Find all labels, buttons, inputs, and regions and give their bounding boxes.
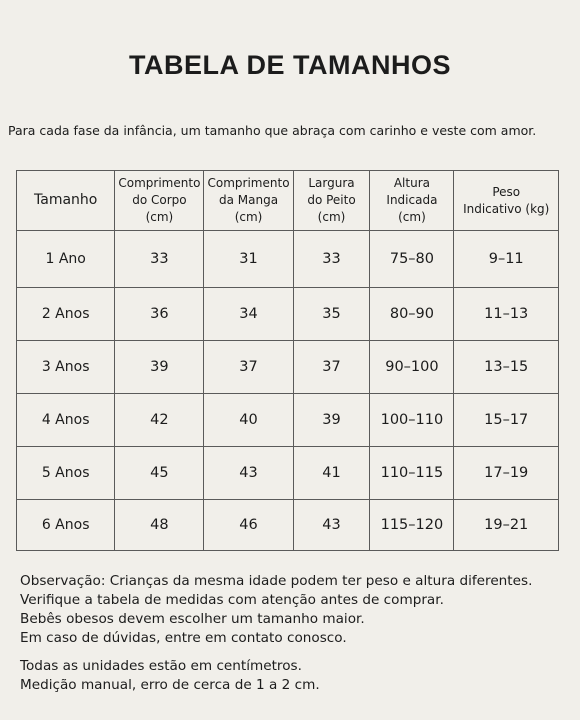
chest-width-cell: 33 [293,231,370,288]
table-row [17,341,559,394]
weight-cell: 13–15 [454,341,559,394]
sleeve-length-cell: 37 [204,341,293,394]
chest-width-cell: 35 [293,288,370,341]
header-comprimento-manga: Comprimento da Manga (cm) [204,171,293,231]
table-row [17,288,559,341]
header-altura-indicada: Altura Indicada (cm) [370,171,454,231]
height-cell: 110–115 [370,447,454,500]
weight-cell: 17–19 [454,447,559,500]
body-length-cell: 42 [115,394,204,447]
size-cell: 6 Anos [17,500,115,551]
size-cell: 5 Anos [17,447,115,500]
chest-width-cell: 39 [293,394,370,447]
body-length-cell: 45 [115,447,204,500]
header-largura-peito: Largura do Peito (cm) [293,171,370,231]
chest-width-cell: 41 [293,447,370,500]
body-length-cell: 39 [115,341,204,394]
page-title: TABELA DE TAMANHOS [129,50,451,80]
size-cell: 3 Anos [17,341,115,394]
height-cell: 90–100 [370,341,454,394]
notes-section [20,572,575,695]
page-subtitle: Para cada fase da infância, um tamanho que abraça com carinho e veste com amor. [8,123,537,138]
size-chart-table [16,170,559,551]
note-line: Em caso de dúvidas, entre em contato conosco. [20,630,347,646]
note-line: Medição manual, erro de cerca de 1 a 2 cm. [20,677,320,693]
height-cell: 75–80 [370,231,454,288]
weight-cell: 19–21 [454,500,559,551]
height-cell: 115–120 [370,500,454,551]
sleeve-length-cell: 34 [204,288,293,341]
sleeve-length-cell: 31 [204,231,293,288]
chest-width-cell: 37 [293,341,370,394]
notes-spacer [20,648,575,657]
note-line: Observação: Crianças da mesma idade podem ter peso e altura diferentes. [20,573,533,589]
body-length-cell: 48 [115,500,204,551]
body-length-cell: 36 [115,288,204,341]
body-length-cell: 33 [115,231,204,288]
table-header-row [17,171,559,231]
height-cell: 80–90 [370,288,454,341]
table-row [17,394,559,447]
table-row [17,447,559,500]
size-cell: 1 Ano [17,231,115,288]
note-line: Todas as unidades estão em centímetros. [20,658,302,674]
table-row [17,231,559,288]
sleeve-length-cell: 43 [204,447,293,500]
note-line: Verifique a tabela de medidas com atenção antes de comprar. [20,592,444,608]
header-tamanho: Tamanho [17,171,115,231]
header-comprimento-corpo: Comprimento do Corpo (cm) [115,171,204,231]
table-row [17,500,559,551]
note-line: Bebês obesos devem escolher um tamanho maior. [20,611,365,627]
chest-width-cell: 43 [293,500,370,551]
size-cell: 4 Anos [17,394,115,447]
weight-cell: 15–17 [454,394,559,447]
size-cell: 2 Anos [17,288,115,341]
header-peso-indicativo: Peso Indicativo (kg) [454,171,559,231]
height-cell: 100–110 [370,394,454,447]
weight-cell: 11–13 [454,288,559,341]
sleeve-length-cell: 46 [204,500,293,551]
sleeve-length-cell: 40 [204,394,293,447]
weight-cell: 9–11 [454,231,559,288]
